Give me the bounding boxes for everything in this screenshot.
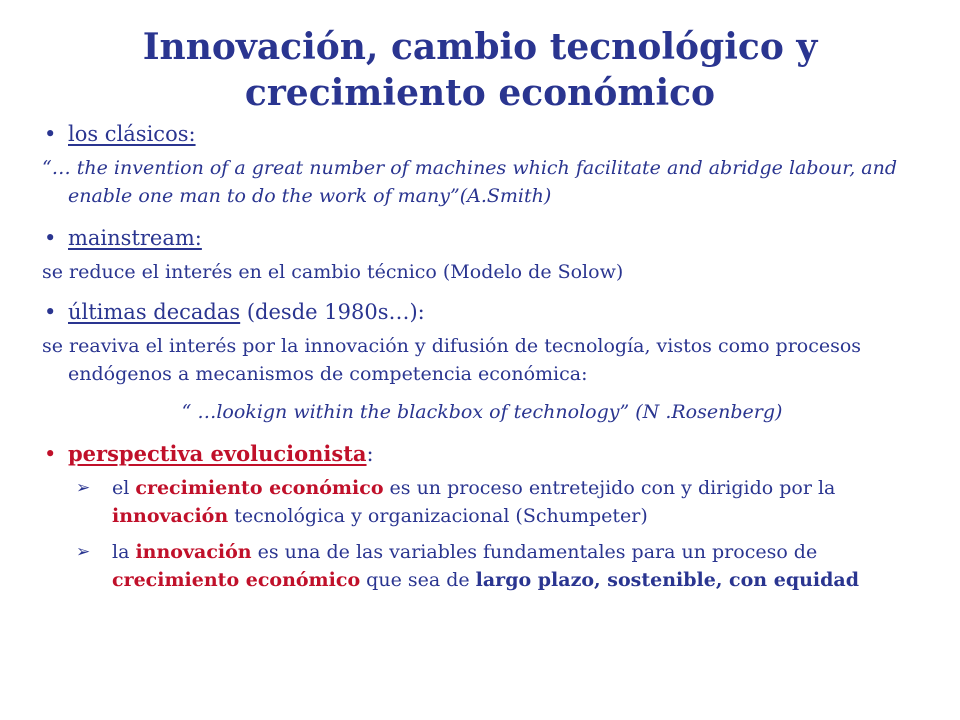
text-segment: la — [112, 541, 136, 563]
sub-bullet-1 — [42, 474, 922, 530]
emphasis-segment: largo plazo, sostenible, con equidad — [475, 569, 860, 591]
text-segment: es un proceso entretejido con y dirigido por la — [383, 477, 836, 499]
bullet-label-colon: : — [366, 442, 374, 466]
slide-body — [42, 118, 922, 602]
bullet-label-rest: (desde 1980s…): — [240, 300, 425, 324]
bullet-icon: • — [44, 300, 57, 324]
text-segment: el — [112, 477, 136, 499]
bullet-evolucionista — [42, 438, 922, 470]
rosenberg-quote: “ …lookign within the blackbox of technology” (N .Rosenberg) — [181, 401, 783, 423]
bullet-clasicos — [42, 118, 922, 150]
emphasis-segment: innovación — [135, 541, 252, 563]
bullet-label: los clásicos: — [68, 122, 196, 146]
emphasis-segment: innovación — [112, 505, 229, 527]
ultimas-decadas-text: se reaviva el interés por la innovación y difusión de tecnología, vistos como procesos endógenos a mecanismos de competencia económica: — [42, 335, 862, 385]
text-segment: que sea de — [360, 569, 476, 591]
smith-quote: “… the invention of a great number of machines which facilitate and abridge labour, and enable one man to do the work of many”(A.Smith) — [42, 157, 898, 207]
bullet-label: mainstream: — [68, 226, 202, 250]
sub-bullet-2 — [42, 538, 922, 594]
text-segment: es una de las variables fundamentales para un proceso de — [251, 541, 818, 563]
arrow-bullet-icon: ➢ — [76, 542, 91, 562]
emphasis-segment: crecimiento económico — [112, 569, 361, 591]
bullet-icon: • — [44, 442, 57, 466]
bullet-icon: • — [44, 226, 57, 250]
bullet-label-underlined: perspectiva evolucionista — [68, 441, 367, 466]
text-segment: tecnológica y organizacional (Schumpeter) — [228, 505, 648, 527]
bullet-mainstream — [42, 222, 922, 254]
slide-title: Innovación, cambio tecnológico y crecimiento económico — [142, 26, 818, 114]
bullet-icon: • — [44, 122, 57, 146]
emphasis-segment: crecimiento económico — [135, 477, 384, 499]
arrow-bullet-icon: ➢ — [76, 478, 91, 498]
mainstream-text: se reduce el interés en el cambio técnico (Modelo de Solow) — [42, 261, 624, 283]
bullet-label-underlined: últimas decadas — [68, 300, 241, 324]
bullet-ultimas-decadas — [42, 296, 922, 328]
